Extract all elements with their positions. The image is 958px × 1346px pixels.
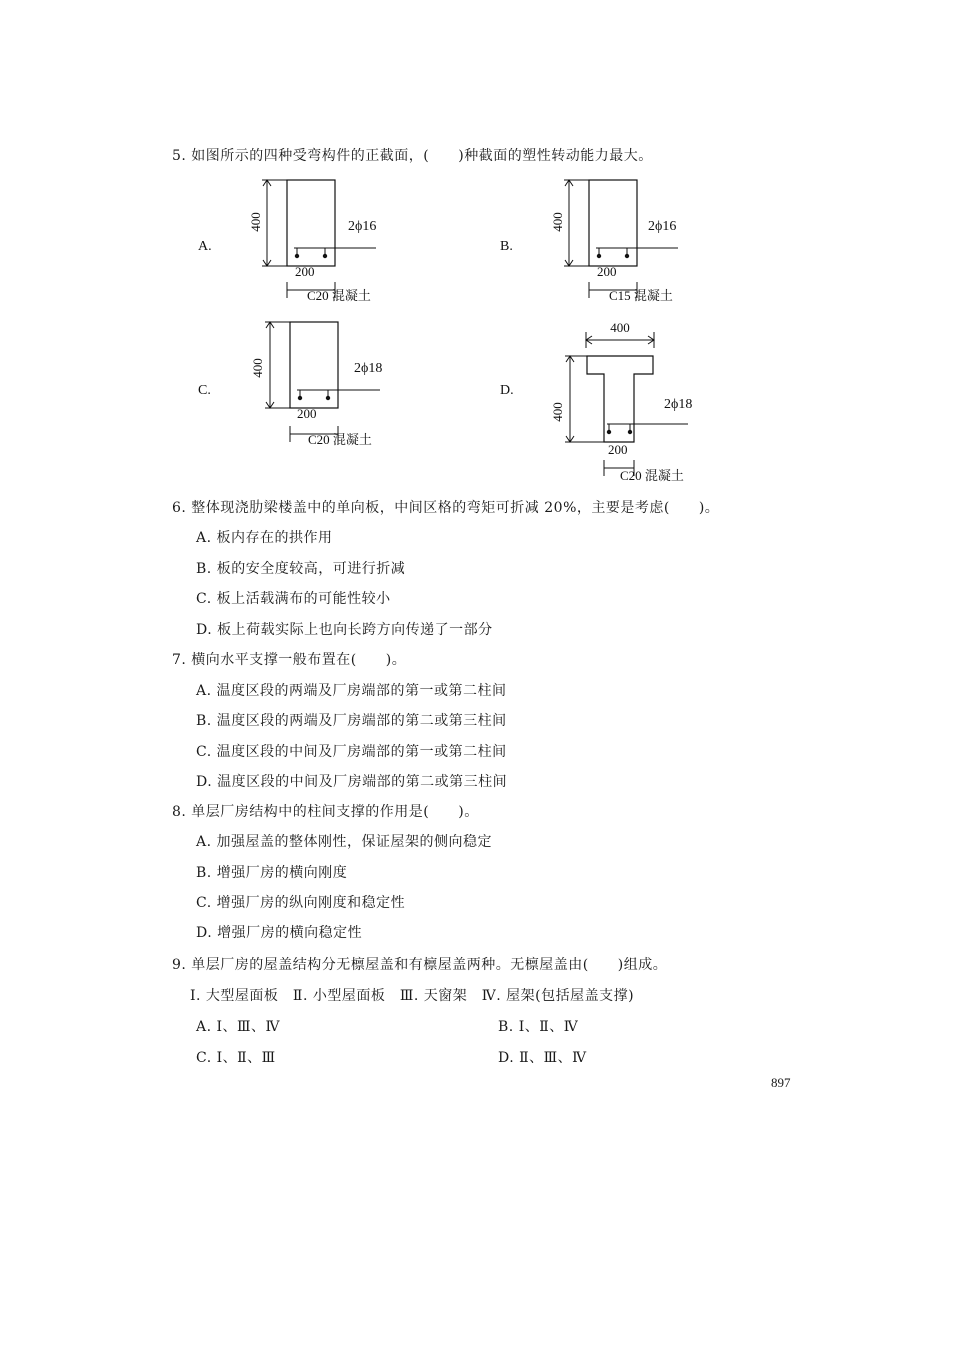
page-number: 897 [771, 1075, 791, 1090]
figure-c-letter: C. [198, 383, 211, 398]
figure-c [190, 314, 410, 454]
figure-c-height: 400 [250, 358, 265, 378]
figure-d-flange: 400 [610, 320, 630, 335]
question-9-option-c: C. Ⅰ、Ⅱ、Ⅲ [196, 1050, 276, 1066]
figure-c-concrete: C20 混凝土 [308, 432, 372, 447]
question-6-option-d: D. 板上荷载实际上也向长跨方向传递了一部分 [196, 622, 493, 638]
figure-a-width: 200 [295, 264, 315, 279]
figure-b-concrete: C15 混凝土 [609, 288, 673, 303]
question-9-option-a: A. Ⅰ、Ⅲ、Ⅳ [196, 1019, 281, 1035]
figure-c-rebar: 2ϕ18 [354, 361, 383, 376]
figure-b [492, 172, 712, 312]
figure-a [190, 172, 410, 312]
figure-a-rebar: 2ϕ16 [348, 219, 377, 234]
question-6-stem: 6. 整体现浇肋梁楼盖中的单向板，中间区格的弯矩可折减 20%，主要是考虑( )。 [172, 500, 720, 516]
question-7-stem: 7. 横向水平支撑一般布置在( )。 [172, 652, 407, 668]
figure-b-rebar: 2ϕ16 [648, 219, 677, 234]
question-8-option-c: C. 增强厂房的纵向刚度和稳定性 [196, 895, 406, 911]
question-7-option-b: B. 温度区段的两端及厂房端部的第二或第三柱间 [196, 713, 507, 729]
question-8-stem: 8. 单层厂房结构中的柱间支撑的作用是( )。 [172, 804, 479, 820]
question-7-option-c: C. 温度区段的中间及厂房端部的第一或第二柱间 [196, 744, 507, 760]
question-7-option-d: D. 温度区段的中间及厂房端部的第二或第三柱间 [196, 774, 508, 790]
figure-d-concrete: C20 混凝土 [620, 468, 684, 483]
question-9-option-d: D. Ⅱ、Ⅲ、Ⅳ [498, 1050, 587, 1066]
figure-d-rebar: 2ϕ18 [664, 397, 693, 412]
figure-b-height: 400 [550, 212, 565, 232]
figure-a-letter: A. [198, 239, 212, 254]
question-8-option-d: D. 增强厂房的横向稳定性 [196, 925, 363, 941]
question-6-option-a: A. 板内存在的拱作用 [196, 530, 333, 546]
question-5-stem: 5. 如图所示的四种受弯构件的正截面，( )种截面的塑性转动能力最大。 [172, 148, 653, 164]
question-8-option-b: B. 增强厂房的横向刚度 [196, 865, 348, 881]
question-9-stem: 9. 单层厂房的屋盖结构分无檩屋盖和有檩屋盖两种。无檩屋盖由( )组成。 [172, 957, 668, 973]
question-7-option-a: A. 温度区段的两端及厂房端部的第一或第二柱间 [196, 683, 507, 699]
question-9-items: Ⅰ. 大型屋面板 Ⅱ. 小型屋面板 Ⅲ. 天窗架 Ⅳ. 屋架(包括屋盖支撑) [190, 988, 635, 1004]
figure-d-width: 200 [608, 442, 628, 457]
question-6-option-c: C. 板上活载满布的可能性较小 [196, 591, 391, 607]
figure-a-concrete: C20 混凝土 [307, 288, 371, 303]
figure-b-width: 200 [597, 264, 617, 279]
figure-d-letter: D. [500, 383, 514, 398]
figure-c-width: 200 [297, 406, 317, 421]
figure-d [492, 314, 722, 489]
question-8-option-a: A. 加强屋盖的整体刚性，保证屋架的侧向稳定 [196, 834, 493, 850]
question-6-option-b: B. 板的安全度较高，可进行折减 [196, 561, 406, 577]
figure-d-height: 400 [550, 402, 565, 422]
question-9-option-b: B. Ⅰ、Ⅱ、Ⅳ [498, 1019, 579, 1035]
figure-a-height: 400 [248, 212, 263, 232]
figure-b-letter: B. [500, 239, 513, 254]
